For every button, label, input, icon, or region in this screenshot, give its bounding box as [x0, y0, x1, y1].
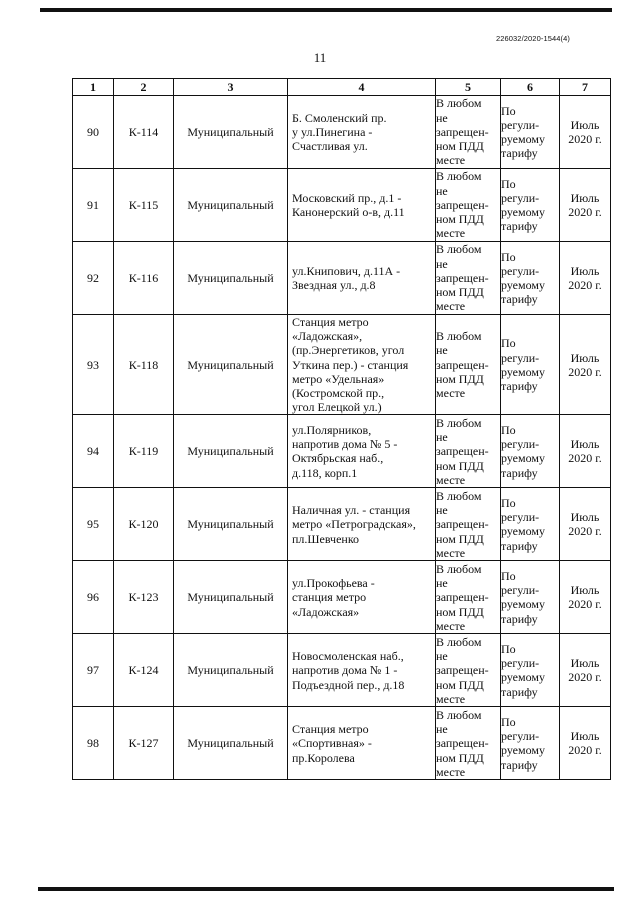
start-date-line: Июль [570, 190, 600, 205]
route-path-line: ул.Книпович, д.11А - [292, 263, 401, 278]
tariff-cell [501, 169, 560, 242]
stop-rule-line: В любом [436, 561, 482, 576]
tariff-cell [501, 315, 560, 415]
row-number-cell: 97 [73, 634, 114, 707]
stop-rule-line: месте [436, 153, 466, 168]
stop-rule-line: ном ПДД [436, 371, 484, 386]
row-number-cell: 98 [73, 707, 114, 780]
start-date-line: Июль [570, 437, 600, 452]
row-number-cell: 94 [73, 415, 114, 488]
route-path-line: Звездная ул., д.8 [292, 278, 376, 292]
route-code-cell: К-123 [114, 561, 174, 634]
stop-rule-line: ном ПДД [436, 139, 484, 154]
tariff-line: руемому [501, 364, 545, 379]
tariff-line: тарифу [501, 146, 538, 161]
row-number-cell: 92 [73, 242, 114, 315]
route-path-line: у ул.Пинегина - [292, 124, 373, 139]
route-path-line: Подъездной пер., д.18 [292, 677, 405, 692]
stop-rule-cell [436, 242, 501, 315]
route-path-cell [288, 315, 436, 415]
start-date-cell [560, 315, 611, 415]
table-row [73, 415, 611, 488]
stop-rule-line: В любом [436, 415, 482, 430]
route-path-line: Счастливая ул. [292, 139, 368, 154]
start-date-line: 2020 г. [568, 132, 602, 146]
tariff-line: регули- [501, 350, 540, 365]
route-path-cell [288, 634, 436, 707]
stop-rule-cell [436, 707, 501, 780]
stop-rule-cell [436, 169, 501, 242]
header-row [73, 79, 611, 96]
route-path-line: метро «Удельная» [292, 371, 385, 386]
stop-rule-line: В любом [436, 96, 482, 111]
route-path-line: напротив дома № 5 - [292, 437, 398, 452]
col-header-3: 3 [174, 79, 288, 96]
tariff-line: По [501, 569, 516, 584]
tariff-line: регули- [501, 190, 540, 205]
stop-rule-line: В любом [436, 169, 482, 184]
start-date-cell [560, 242, 611, 315]
route-type-cell: Муниципальный [174, 634, 288, 707]
tariff-line: руемому [501, 132, 545, 146]
stop-rule-line: ном ПДД [436, 677, 484, 692]
start-date-line: Июль [570, 583, 600, 598]
row-number-cell: 93 [73, 315, 114, 415]
route-path-line: Станция метро [292, 722, 369, 737]
stop-rule-line: месте [436, 545, 466, 560]
stop-rule-line: ном ПДД [436, 604, 484, 619]
table-row [73, 634, 611, 707]
tariff-line: По [501, 715, 516, 730]
route-path-line: д.118, корп.1 [292, 465, 358, 480]
start-date-cell [560, 488, 611, 561]
tariff-line: тарифу [501, 611, 538, 626]
stop-rule-line: ном ПДД [436, 458, 484, 473]
tariff-line: тарифу [501, 219, 538, 234]
stop-rule-line: месте [436, 226, 466, 241]
tariff-line: тарифу [501, 538, 538, 553]
tariff-line: По [501, 249, 516, 264]
stop-rule-line: запрещен- [436, 517, 489, 532]
route-type-cell: Муниципальный [174, 169, 288, 242]
col-header-2: 2 [114, 79, 174, 96]
stop-rule-line: не [436, 576, 448, 591]
tariff-cell [501, 707, 560, 780]
route-path-cell [288, 96, 436, 169]
table-row [73, 242, 611, 315]
route-code-cell: К-116 [114, 242, 174, 315]
stop-rule-line: не [436, 430, 448, 445]
tariff-line: руемому [501, 205, 545, 219]
tariff-line: руемому [501, 278, 545, 292]
start-date-line: Июль [570, 510, 600, 525]
stop-rule-line: месте [436, 299, 466, 314]
stop-rule-line: В любом [436, 329, 482, 344]
tariff-line: регули- [501, 729, 540, 744]
stop-rule-line: не [436, 503, 448, 518]
stop-rule-cell [436, 315, 501, 415]
tariff-cell [501, 96, 560, 169]
route-path-line: ул.Прокофьева - [292, 576, 375, 591]
route-path-line: ул.Полярников, [292, 423, 372, 438]
table-row [73, 488, 611, 561]
stop-rule-line: запрещен- [436, 124, 489, 139]
route-code-cell: К-115 [114, 169, 174, 242]
route-path-line: напротив дома № 1 - [292, 663, 398, 678]
stop-rule-line: В любом [436, 634, 482, 649]
route-path-cell [288, 169, 436, 242]
row-number-cell: 91 [73, 169, 114, 242]
tariff-line: руемому [501, 451, 545, 466]
tariff-line: По [501, 496, 516, 511]
start-date-line: Июль [570, 729, 600, 744]
stop-rule-line: месте [436, 618, 466, 633]
route-path-line: Московский пр., д.1 - [292, 190, 402, 205]
route-path-line: Уткина пер.) - станция [292, 357, 409, 372]
start-date-line: Июль [570, 350, 600, 365]
route-path-line: (пр.Энергетиков, угол [292, 343, 405, 358]
stop-rule-line: ном ПДД [436, 750, 484, 765]
tariff-line: По [501, 176, 516, 191]
route-path-line: «Ладожская», [292, 329, 363, 344]
route-path-cell [288, 242, 436, 315]
start-date-cell [560, 561, 611, 634]
start-date-line: 2020 г. [568, 451, 602, 466]
route-code-cell: К-120 [114, 488, 174, 561]
stop-rule-line: В любом [436, 707, 482, 722]
stop-rule-line: ном ПДД [436, 212, 484, 227]
start-date-line: 2020 г. [568, 597, 602, 612]
route-type-cell: Муниципальный [174, 707, 288, 780]
tariff-cell [501, 415, 560, 488]
tariff-line: регули- [501, 583, 540, 598]
route-type-cell: Муниципальный [174, 96, 288, 169]
stop-rule-line: запрещен- [436, 197, 489, 212]
stop-rule-line: ном ПДД [436, 531, 484, 546]
stop-rule-line: ном ПДД [436, 285, 484, 300]
row-number-cell: 95 [73, 488, 114, 561]
tariff-line: руемому [501, 524, 545, 539]
start-date-cell [560, 634, 611, 707]
route-path-line: пл.Шевченко [292, 531, 360, 546]
route-path-line: Новосмоленская наб., [292, 649, 404, 664]
stop-rule-cell [436, 96, 501, 169]
stop-rule-line: не [436, 343, 448, 358]
stop-rule-line: запрещен- [436, 270, 489, 285]
tariff-line: регули- [501, 117, 540, 132]
route-code-cell: К-118 [114, 315, 174, 415]
stop-rule-line: не [436, 649, 448, 664]
route-type-cell: Муниципальный [174, 488, 288, 561]
route-path-line: «Ладожская» [292, 604, 360, 619]
stop-rule-line: месте [436, 764, 466, 779]
page-number: 11 [313, 50, 327, 65]
tariff-line: регули- [501, 656, 540, 671]
tariff-line: тарифу [501, 757, 538, 772]
table-row [73, 707, 611, 780]
tariff-line: По [501, 423, 516, 438]
route-path-line: метро «Петроградская», [292, 517, 416, 532]
route-path-line: Наличная ул. - станция [292, 503, 411, 518]
route-path-cell [288, 415, 436, 488]
start-date-cell [560, 169, 611, 242]
start-date-cell [560, 707, 611, 780]
route-path-line: станция метро [292, 590, 367, 605]
col-header-4: 4 [288, 79, 436, 96]
route-path-line: Канонерский о-в, д.11 [292, 205, 405, 219]
table-row [73, 561, 611, 634]
stop-rule-line: запрещен- [436, 736, 489, 751]
table-body [73, 96, 611, 780]
route-path-line: пр.Королева [292, 750, 355, 765]
route-path-cell [288, 707, 436, 780]
tariff-line: тарифу [501, 378, 538, 393]
start-date-line: 2020 г. [568, 278, 602, 292]
col-header-1: 1 [73, 79, 114, 96]
stop-rule-line: В любом [436, 488, 482, 503]
route-path-line: угол Елецкой ул.) [292, 400, 382, 415]
stop-rule-line: месте [436, 472, 466, 487]
tariff-line: тарифу [501, 465, 538, 480]
stop-rule-line: не [436, 256, 448, 271]
tariff-line: тарифу [501, 684, 538, 699]
routes-table [72, 78, 611, 780]
table-row [73, 169, 611, 242]
start-date-line: 2020 г. [568, 364, 602, 379]
route-code-cell: К-127 [114, 707, 174, 780]
tariff-line: По [501, 642, 516, 657]
start-date-line: Июль [570, 263, 600, 278]
stop-rule-cell [436, 561, 501, 634]
route-code-cell: К-114 [114, 96, 174, 169]
stop-rule-line: месте [436, 691, 466, 706]
document-id: 226032/2020-1544(4) [495, 34, 570, 43]
stop-rule-cell [436, 415, 501, 488]
tariff-line: регули- [501, 510, 540, 525]
table-row [73, 96, 611, 169]
stop-rule-line: запрещен- [436, 357, 489, 372]
stop-rule-line: В любом [436, 242, 482, 257]
tariff-line: регули- [501, 263, 540, 278]
start-date-line: 2020 г. [568, 743, 602, 758]
tariff-line: регули- [501, 437, 540, 452]
table-row [73, 315, 611, 415]
row-number-cell: 96 [73, 561, 114, 634]
tariff-cell [501, 242, 560, 315]
tariff-line: По [501, 336, 516, 351]
route-code-cell: К-119 [114, 415, 174, 488]
bottom-border-bar [38, 887, 614, 891]
route-code-cell: К-124 [114, 634, 174, 707]
route-path-line: Станция метро [292, 315, 369, 329]
route-path-cell [288, 561, 436, 634]
stop-rule-line: не [436, 110, 448, 125]
route-path-line: Октябрьская наб., [292, 451, 384, 466]
stop-rule-line: месте [436, 386, 466, 401]
col-header-7: 7 [560, 79, 611, 96]
route-type-cell: Муниципальный [174, 315, 288, 415]
start-date-line: 2020 г. [568, 524, 602, 539]
start-date-cell [560, 415, 611, 488]
route-path-line: Б. Смоленский пр. [292, 110, 387, 125]
stop-rule-line: не [436, 722, 448, 737]
start-date-line: 2020 г. [568, 670, 602, 685]
tariff-line: руемому [501, 670, 545, 685]
col-header-5: 5 [436, 79, 501, 96]
route-path-line: «Спортивная» - [292, 736, 372, 751]
stop-rule-cell [436, 488, 501, 561]
stop-rule-line: не [436, 183, 448, 198]
tariff-cell [501, 488, 560, 561]
route-type-cell: Муниципальный [174, 415, 288, 488]
start-date-line: 2020 г. [568, 205, 602, 219]
route-type-cell: Муниципальный [174, 561, 288, 634]
top-border-bar [40, 8, 612, 12]
route-type-cell: Муниципальный [174, 242, 288, 315]
route-path-cell [288, 488, 436, 561]
row-number-cell: 90 [73, 96, 114, 169]
route-path-line: (Костромской пр., [292, 386, 385, 401]
start-date-line: Июль [570, 656, 600, 671]
stop-rule-line: запрещен- [436, 444, 489, 459]
tariff-line: тарифу [501, 292, 538, 307]
stop-rule-cell [436, 634, 501, 707]
col-header-6: 6 [501, 79, 560, 96]
tariff-cell [501, 561, 560, 634]
tariff-line: руемому [501, 743, 545, 758]
start-date-cell [560, 96, 611, 169]
stop-rule-line: запрещен- [436, 590, 489, 605]
start-date-line: Июль [570, 117, 600, 132]
tariff-line: руемому [501, 597, 545, 612]
tariff-line: По [501, 103, 516, 118]
stop-rule-line: запрещен- [436, 663, 489, 678]
tariff-cell [501, 634, 560, 707]
